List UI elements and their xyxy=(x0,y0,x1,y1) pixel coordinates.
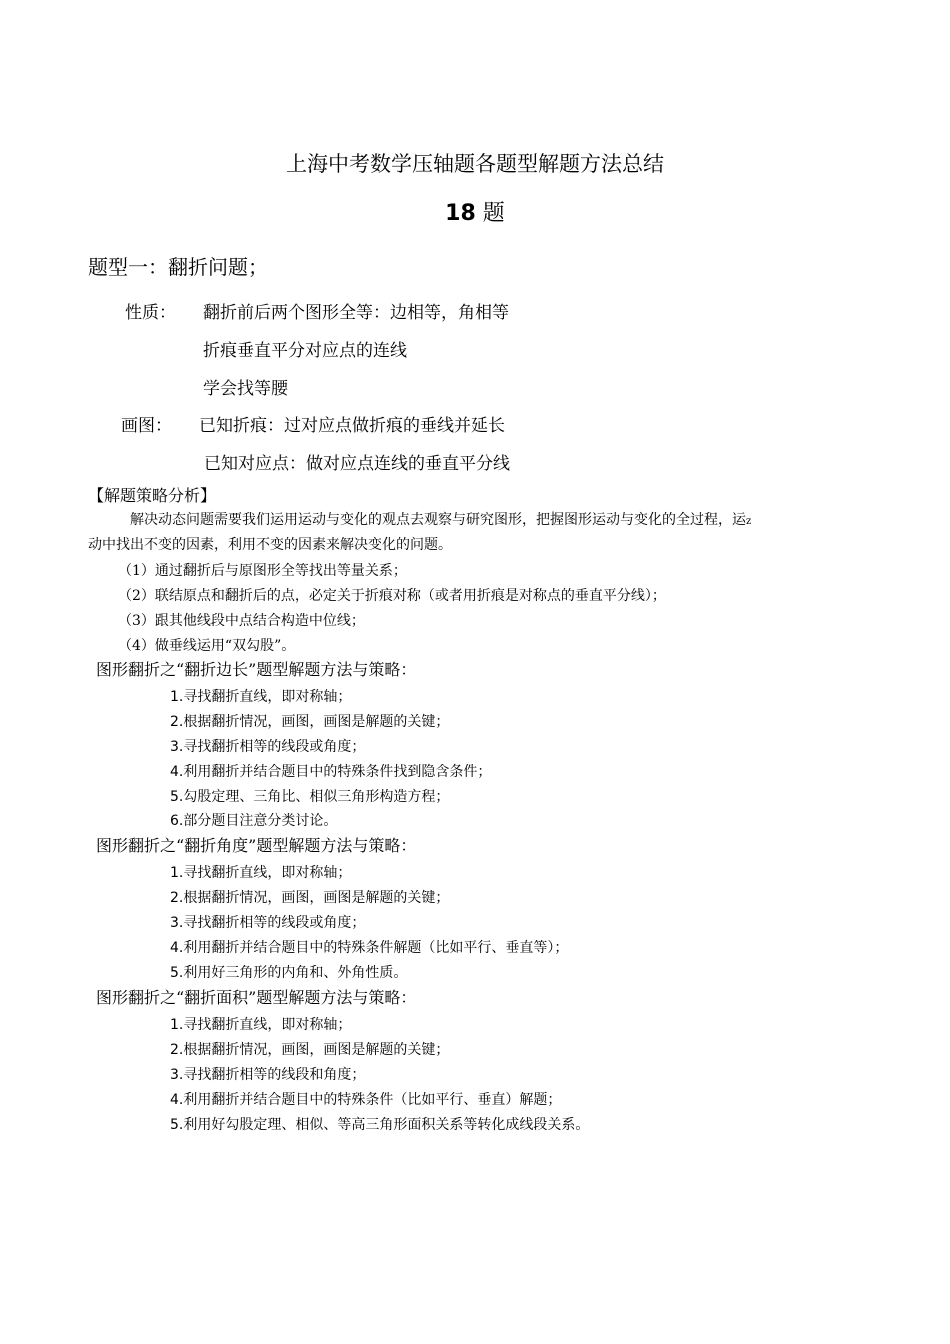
edge-step: 6.部分题目注意分类讨论。 xyxy=(170,813,338,829)
strategy-item: （2）联结原点和翻折后的点，必定关于折痕对称（或者用折痕是对称点的垂直平分线）； xyxy=(118,588,666,604)
angle-step: 5.利用好三角形的内角和、外角性质。 xyxy=(170,965,408,981)
strategy-heading: 【解题策略分析】 xyxy=(88,486,217,505)
strategy-item: （3）跟其他线段中点结合构造中位线； xyxy=(118,613,365,629)
edge-step: 3.寻找翻折相等的线段或角度； xyxy=(170,739,366,755)
angle-strategy-heading: 图形翻折之“翻折角度”题型解题方法与策略： xyxy=(96,836,417,855)
drawing-line: 已知折痕：过对应点做折痕的垂线并延长 xyxy=(199,416,505,436)
document-title: 上海中考数学压轴题各题型解题方法总结 xyxy=(286,152,664,176)
subtitle-number: 18 xyxy=(445,201,476,226)
strategy-item: （4）做垂线运用“双勾股”。 xyxy=(118,638,296,654)
strategy-item: （1）通过翻折后与原图形全等找出等量关系； xyxy=(118,563,407,579)
edge-step: 5.勾股定理、三角比、相似三角形构造方程； xyxy=(170,789,450,805)
area-step: 3.寻找翻折相等的线段和角度； xyxy=(170,1067,366,1083)
angle-step: 2.根据翻折情况，画图，画图是解题的关键； xyxy=(170,890,450,906)
angle-step: 4.利用翻折并结合题目中的特殊条件解题（比如平行、垂直等）； xyxy=(170,940,569,956)
properties-label: 性质： xyxy=(125,303,176,323)
property-line: 折痕垂直平分对应点的连线 xyxy=(203,341,407,361)
edge-strategy-heading: 图形翻折之“翻折边长”题型解题方法与策略： xyxy=(96,660,417,679)
property-line: 学会找等腰 xyxy=(203,379,288,399)
edge-step: 4.利用翻折并结合题目中的特殊条件找到隐含条件； xyxy=(170,764,492,780)
subtitle-suffix: 题 xyxy=(482,201,505,226)
drawing-line: 已知对应点：做对应点连线的垂直平分线 xyxy=(204,454,510,474)
angle-step: 3.寻找翻折相等的线段或角度； xyxy=(170,915,366,931)
area-strategy-heading: 图形翻折之“翻折面积”题型解题方法与策略： xyxy=(96,988,417,1007)
edge-step: 1.寻找翻折直线，即对称轴； xyxy=(170,689,352,705)
drawing-label: 画图： xyxy=(121,416,172,436)
document-subtitle xyxy=(0,196,950,227)
edge-step: 2.根据翻折情况，画图，画图是解题的关键； xyxy=(170,714,450,730)
strategy-paragraph-mark: z xyxy=(746,516,752,527)
area-step: 1.寻找翻折直线，即对称轴； xyxy=(170,1017,352,1033)
strategy-paragraph-line: 动中找出不变的因素，利用不变的因素来解决变化的问题。 xyxy=(88,537,452,553)
section-heading: 题型一：翻折问题； xyxy=(88,255,268,279)
strategy-paragraph-line xyxy=(130,509,751,529)
property-line: 翻折前后两个图形全等：边相等，角相等 xyxy=(203,303,509,323)
area-step: 2.根据翻折情况，画图，画图是解题的关键； xyxy=(170,1042,450,1058)
area-step: 4.利用翻折并结合题目中的特殊条件（比如平行、垂直）解题； xyxy=(170,1092,562,1108)
angle-step: 1.寻找翻折直线，即对称轴； xyxy=(170,865,352,881)
area-step: 5.利用好勾股定理、相似、等高三角形面积关系等转化成线段关系。 xyxy=(170,1117,590,1133)
strategy-paragraph-text: 解决动态问题需要我们运用运动与变化的观点去观察与研究图形，把握图形运动与变化的全过程，运 xyxy=(130,512,746,528)
